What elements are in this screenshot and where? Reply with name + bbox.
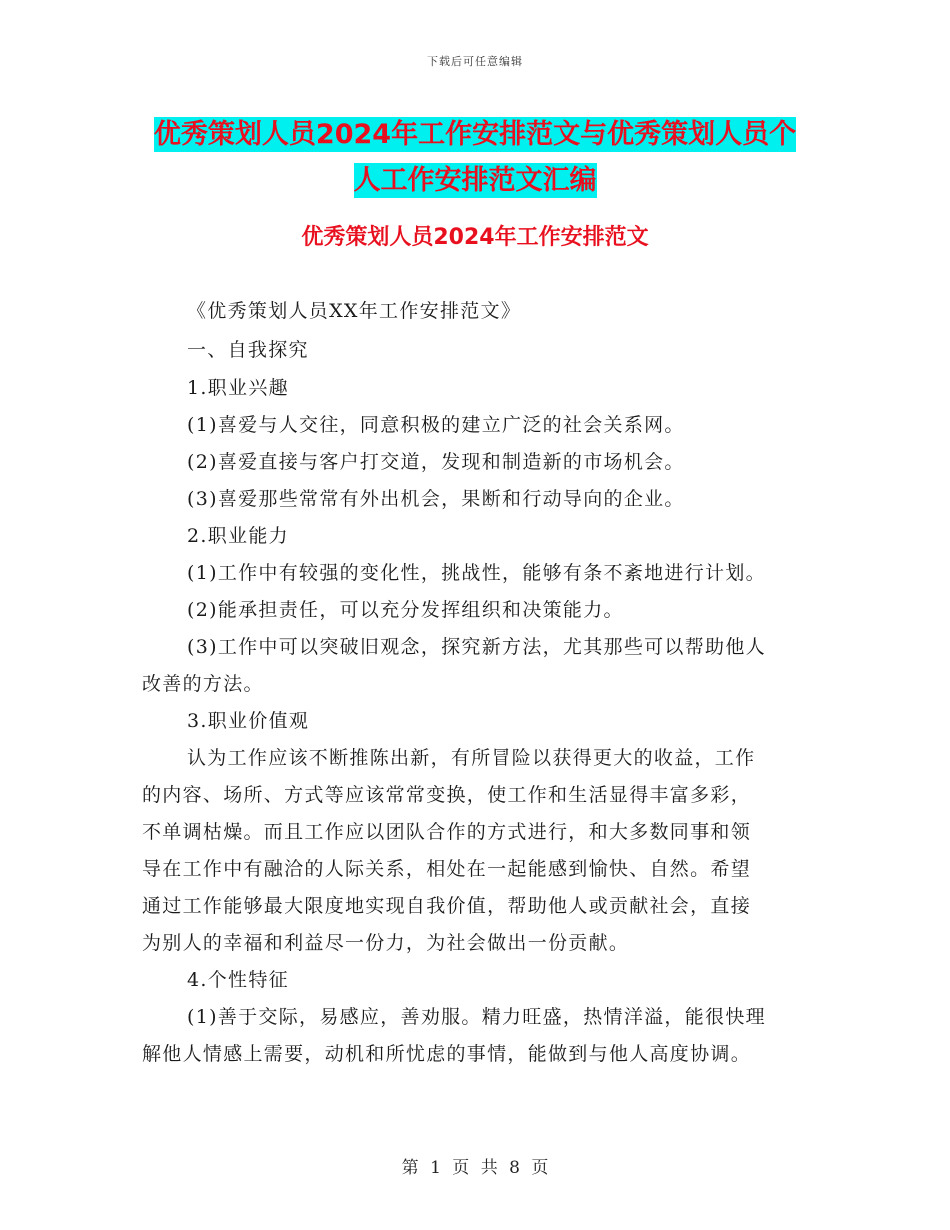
- paragraph-line: (1)工作中有较强的变化性，挑战性，能够有条不紊地进行计划。: [187, 562, 766, 584]
- header-note: 下载后可任意编辑: [427, 55, 523, 68]
- paragraph-line: (1)喜爱与人交往，同意积极的建立广泛的社会关系网。: [187, 414, 685, 436]
- paragraph-line: 为别人的幸福和利益尽一份力，为社会做出一份贡献。: [142, 932, 630, 954]
- paragraph-line: 认为工作应该不断推陈出新，有所冒险以获得更大的收益，工作: [187, 747, 756, 769]
- section-title: 优秀策划人员2024年工作安排范文: [301, 225, 649, 250]
- page-footer: 第 1 页 共 8 页: [401, 1158, 549, 1178]
- paragraph-line: (2)能承担责任，可以充分发挥组织和决策能力。: [187, 599, 624, 621]
- main-title-line2: 人工作安排范文汇编: [353, 165, 597, 196]
- subheading-line: 2.职业能力: [187, 525, 289, 547]
- paragraph-line: 《优秀策划人员XX年工作安排范文》: [187, 300, 522, 322]
- paragraph-line: 不单调枯燥。而且工作应以团队合作的方式进行，和大多数同事和领: [142, 821, 752, 843]
- paragraph-line: (3)工作中可以突破旧观念，探究新方法，尤其那些可以帮助他人: [187, 636, 766, 658]
- paragraph-line: 导在工作中有融洽的人际关系，相处在一起能感到愉快、自然。希望: [142, 858, 752, 880]
- paragraph-line: 的内容、场所、方式等应该常常变换，使工作和生活显得丰富多彩，: [142, 784, 752, 806]
- paragraph-line: (1)善于交际，易感应，善劝服。精力旺盛，热情洋溢，能很快理: [187, 1006, 766, 1028]
- paragraph-line: 改善的方法。: [142, 673, 264, 695]
- paragraph-line: 解他人情感上需要，动机和所忧虑的事情，能做到与他人高度协调。: [142, 1043, 752, 1065]
- paragraph-line: (3)喜爱那些常常有外出机会，果断和行动导向的企业。: [187, 488, 685, 510]
- heading-line: 一、自我探究: [187, 339, 309, 361]
- paragraph-line: 通过工作能够最大限度地实现自我价值，帮助他人或贡献社会，直接: [142, 895, 752, 917]
- subheading-line: 4.个性特征: [187, 969, 289, 991]
- subheading-line: 3.职业价值观: [187, 710, 310, 732]
- main-title-line1: 优秀策划人员2024年工作安排范文与优秀策划人员个: [153, 119, 797, 150]
- subheading-line: 1.职业兴趣: [187, 377, 289, 399]
- paragraph-line: (2)喜爱直接与客户打交道，发现和制造新的市场机会。: [187, 451, 685, 473]
